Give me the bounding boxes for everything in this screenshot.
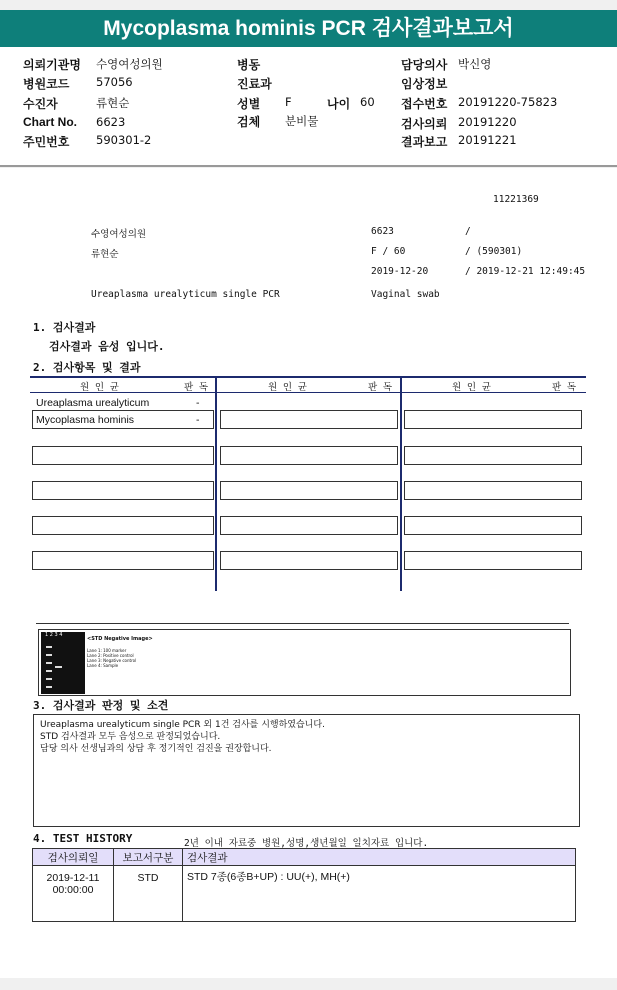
results-column-divider bbox=[400, 376, 402, 591]
summary-sex-age: F / 60 bbox=[371, 246, 406, 257]
opinion-box bbox=[33, 714, 580, 827]
result-organism-name: Mycoplasma hominis bbox=[36, 414, 135, 426]
gel-legend bbox=[87, 648, 136, 668]
report-number: 11221369 bbox=[493, 194, 539, 205]
result-cell bbox=[404, 516, 582, 535]
result-judgement: - bbox=[196, 414, 200, 426]
history-date: 2019-12-11 bbox=[46, 872, 100, 884]
summary-test-name: Ureaplasma urealyticum single PCR bbox=[91, 289, 280, 300]
gel-legend-item: Lane 4: Sample bbox=[87, 663, 119, 668]
history-table bbox=[32, 848, 576, 922]
header-field-specimen: 검체 분비물 bbox=[237, 114, 319, 129]
result-cell bbox=[32, 481, 214, 500]
header-field-receipt-no: 접수번호 20191220-75823 bbox=[401, 95, 558, 111]
section4-title: 4. TEST HISTORY bbox=[33, 832, 133, 845]
gel-legend-item: Lane 2: Positive control bbox=[87, 653, 134, 658]
gel-divider bbox=[36, 623, 569, 624]
gel-legend-item: Lane 3: Negative control bbox=[87, 658, 137, 663]
header-field-sex: 성별 F bbox=[237, 95, 292, 111]
results-table-top-border bbox=[30, 376, 586, 378]
summary-report-time: / 2019-12-21 12:49:45 bbox=[465, 266, 586, 277]
header-field-clinical-info: 임상정보 bbox=[401, 77, 448, 91]
section1-title: 1. 검사결과 bbox=[33, 321, 96, 334]
column-header-judgement: 판 독 bbox=[368, 382, 393, 393]
summary-receive-date: 2019-12-20 bbox=[371, 266, 429, 277]
result-judgement: - bbox=[196, 397, 200, 409]
gel-lane-numbers: 1 2 3 4 bbox=[45, 632, 63, 638]
history-time: 00:00:00 bbox=[52, 884, 94, 896]
section2-title: 2. 검사항목 및 결과 bbox=[33, 361, 141, 374]
summary-slash: / bbox=[465, 226, 471, 237]
history-row bbox=[33, 866, 576, 922]
report-title: Mycoplasma hominis PCR 검사결과보고서 bbox=[0, 10, 617, 47]
report-header bbox=[0, 47, 617, 167]
header-field-ward: 병동 bbox=[237, 58, 261, 72]
column-header-judgement: 판 독 bbox=[184, 382, 209, 393]
header-field-resident-no: 주민번호 590301-2 bbox=[23, 133, 152, 149]
header-field-doctor: 담당의사 박신영 bbox=[401, 57, 492, 72]
opinion-line: Ureaplasma urealyticum single PCR 외 1건 검사를 시행하였습니다. bbox=[40, 720, 325, 730]
summary-chart: 6623 bbox=[371, 226, 394, 237]
column-header-judgement: 판 독 bbox=[552, 382, 577, 393]
column-header-organism: 원 인 균 bbox=[80, 382, 119, 393]
header-field-chart-no: Chart No. 6623 bbox=[23, 115, 126, 129]
summary-birth: / (590301) bbox=[465, 246, 523, 257]
result-cell bbox=[404, 410, 582, 429]
header-field-request-date: 검사의뢰 20191220 bbox=[401, 115, 517, 131]
result-cell bbox=[32, 551, 214, 570]
result-cell bbox=[404, 481, 582, 500]
section3-title: 3. 검사결과 판정 및 소견 bbox=[33, 699, 169, 712]
gel-image-panel bbox=[38, 629, 571, 696]
opinion-line: 담당 의사 선생님과의 상담 후 정기적인 검진을 권장합니다. bbox=[40, 744, 272, 754]
result-cell bbox=[220, 446, 398, 465]
header-field-department: 진료과 bbox=[237, 77, 272, 91]
result-cell bbox=[404, 551, 582, 570]
history-header-date: 검사의뢰일 bbox=[33, 849, 114, 866]
result-cell bbox=[220, 516, 398, 535]
top-strip bbox=[0, 0, 617, 10]
header-field-report-date: 결과보고 20191221 bbox=[401, 133, 517, 149]
column-header-organism: 원 인 균 bbox=[452, 382, 491, 393]
summary-specimen: Vaginal swab bbox=[371, 289, 440, 300]
history-header-type: 보고서구분 bbox=[114, 849, 183, 866]
result-cell bbox=[220, 481, 398, 500]
history-result: STD 7종(6종B+UP) : UU(+), MH(+) bbox=[183, 866, 576, 922]
gel-caption: <STD Negative Image> bbox=[87, 636, 153, 642]
header-field-age: 나이 60 bbox=[327, 95, 375, 111]
history-date-cell bbox=[33, 866, 114, 922]
result-cell bbox=[404, 446, 582, 465]
history-type: STD bbox=[114, 866, 183, 922]
section1-result: 검사결과 음성 입니다. bbox=[49, 340, 165, 353]
result-cell bbox=[32, 446, 214, 465]
result-cell bbox=[32, 516, 214, 535]
opinion-line: STD 검사결과 모두 음성으로 판정되었습니다. bbox=[40, 732, 221, 742]
results-column-divider bbox=[215, 376, 217, 591]
result-cell bbox=[220, 410, 398, 429]
summary-hospital: 수영여성의원 bbox=[91, 229, 147, 240]
header-field-patient: 수진자 류현순 bbox=[23, 96, 130, 111]
column-header-organism: 원 인 균 bbox=[268, 382, 307, 393]
history-note: 2년 이내 자료중 병원,성명,생년월일 일치자료 입니다. bbox=[184, 838, 429, 849]
header-field-hospital: 의뢰기관명 수영여성의원 bbox=[23, 57, 163, 72]
header-field-hospital-code: 병원코드 57056 bbox=[23, 75, 133, 91]
history-header-result: 검사결과 bbox=[183, 849, 576, 866]
result-cell bbox=[220, 551, 398, 570]
summary-patient: 류현순 bbox=[91, 249, 119, 260]
gel-legend-item: Lane 1: 100 marker bbox=[87, 648, 127, 653]
result-organism-name: Ureaplasma urealyticum bbox=[36, 397, 150, 409]
